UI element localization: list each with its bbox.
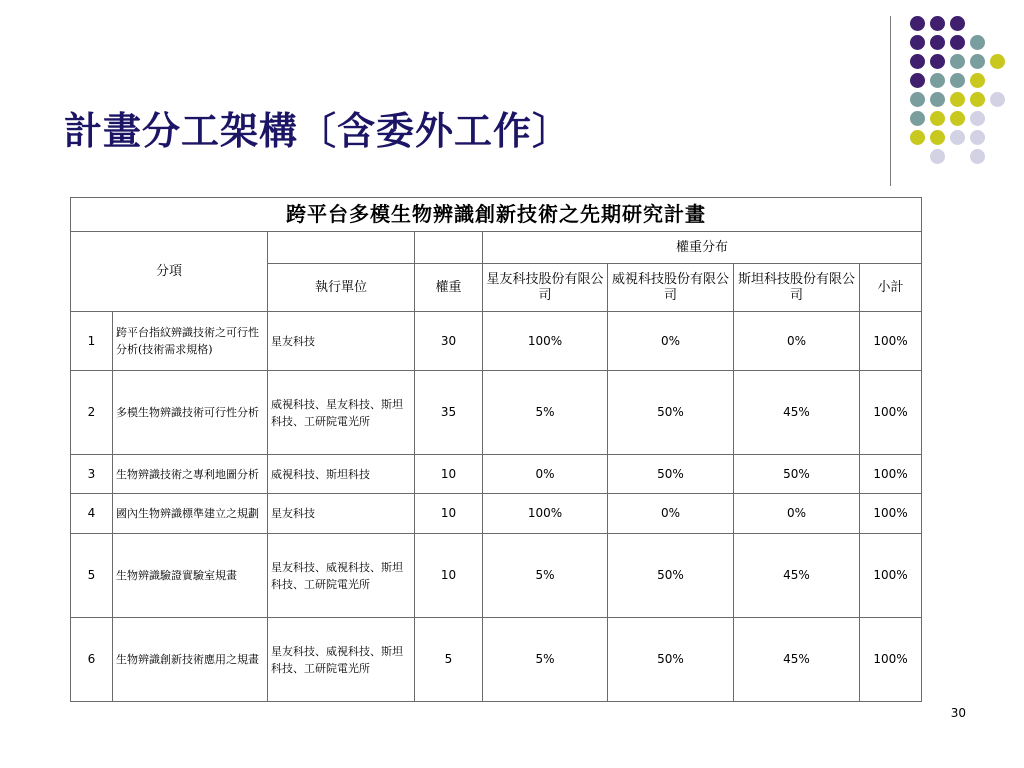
row-unit: 威視科技、斯坦科技 [268,455,415,494]
decor-dot [930,130,945,145]
decor-dot [950,92,965,107]
decor-dot [970,35,985,50]
decor-dot [910,54,925,69]
decor-dot [950,130,965,145]
divider-line [890,16,891,186]
decor-dot [910,35,925,50]
table-row [71,494,922,534]
row-item-name: 國內生物辨識標準建立之規劃 [113,494,268,534]
row-number: 2 [71,371,113,455]
row-company2-share: 0% [608,494,734,534]
row-number: 5 [71,534,113,618]
row-company2-share: 50% [608,534,734,618]
row-weight: 10 [415,534,483,618]
row-company1-share: 5% [483,618,608,702]
table-row [71,312,922,371]
row-company3-share: 45% [734,534,860,618]
row-subtotal: 100% [860,618,922,702]
row-weight: 10 [415,494,483,534]
row-company3-share: 0% [734,312,860,371]
row-item-name: 生物辨識驗證實驗室規畫 [113,534,268,618]
row-weight: 35 [415,371,483,455]
header-blank [268,232,415,264]
row-item-name: 生物辨識創新技術應用之規畫 [113,618,268,702]
row-subtotal: 100% [860,455,922,494]
row-item-name: 跨平台指紋辨識技術之可行性分析(技術需求規格) [113,312,268,371]
decor-dot [970,54,985,69]
row-subtotal: 100% [860,534,922,618]
decor-dot [970,130,985,145]
row-company3-share: 45% [734,618,860,702]
decor-dot [970,92,985,107]
decor-dot [910,92,925,107]
row-unit: 星友科技 [268,312,415,371]
row-unit: 星友科技 [268,494,415,534]
decor-dot [930,35,945,50]
decor-dot [950,35,965,50]
row-subtotal: 100% [860,494,922,534]
table-title: 跨平台多模生物辨識創新技術之先期研究計畫 [71,198,922,232]
row-company1-share: 0% [483,455,608,494]
decor-dot [970,111,985,126]
row-weight: 10 [415,455,483,494]
decor-dot [930,54,945,69]
row-subtotal: 100% [860,312,922,371]
decor-dot [990,54,1005,69]
row-item-name: 多模生物辨識技術可行性分析 [113,371,268,455]
header-company1: 星友科技股份有限公司 [483,264,608,312]
table-row [71,534,922,618]
decor-dot [990,92,1005,107]
row-company1-share: 100% [483,312,608,371]
decor-dot [970,149,985,164]
row-subtotal: 100% [860,371,922,455]
row-unit: 星友科技、威視科技、斯坦科技、工研院電光所 [268,534,415,618]
decor-dot [950,16,965,31]
row-number: 6 [71,618,113,702]
decor-dot [930,16,945,31]
row-company1-share: 100% [483,494,608,534]
decor-dot [910,130,925,145]
row-number: 1 [71,312,113,371]
slide-title: 計畫分工架構〔含委外工作〕 [64,108,572,153]
row-company3-share: 50% [734,455,860,494]
table-row [71,618,922,702]
row-unit: 星友科技、威視科技、斯坦科技、工研院電光所 [268,618,415,702]
row-company2-share: 50% [608,455,734,494]
decor-dot [930,149,945,164]
row-company2-share: 50% [608,618,734,702]
row-unit: 威視科技、星友科技、斯坦科技、工研院電光所 [268,371,415,455]
page-number: 30 [950,706,966,720]
header-blank [415,232,483,264]
decor-dot [910,16,925,31]
row-company3-share: 45% [734,371,860,455]
row-weight: 5 [415,618,483,702]
header-weight: 權重 [415,264,483,312]
row-company3-share: 0% [734,494,860,534]
table-row [71,455,922,494]
decor-dot [930,73,945,88]
table-row [71,371,922,455]
row-item-name: 生物辨識技術之專利地圖分析 [113,455,268,494]
row-company2-share: 50% [608,371,734,455]
decor-dot [910,111,925,126]
row-number: 3 [71,455,113,494]
decor-dot [950,54,965,69]
header-unit: 執行單位 [268,264,415,312]
decor-dot [950,111,965,126]
row-company1-share: 5% [483,534,608,618]
header-company2: 威視科技股份有限公司 [608,264,734,312]
row-company1-share: 5% [483,371,608,455]
header-distribution: 權重分布 [483,232,922,264]
decor-dot [910,73,925,88]
decor-dot [930,111,945,126]
row-company2-share: 0% [608,312,734,371]
header-company3: 斯坦科技股份有限公司 [734,264,860,312]
decor-dot [950,73,965,88]
header-subtotal: 小計 [860,264,922,312]
row-number: 4 [71,494,113,534]
work-allocation-table [70,197,922,702]
decor-dot [970,73,985,88]
decor-dot [930,92,945,107]
header-item: 分項 [71,232,268,312]
row-weight: 30 [415,312,483,371]
